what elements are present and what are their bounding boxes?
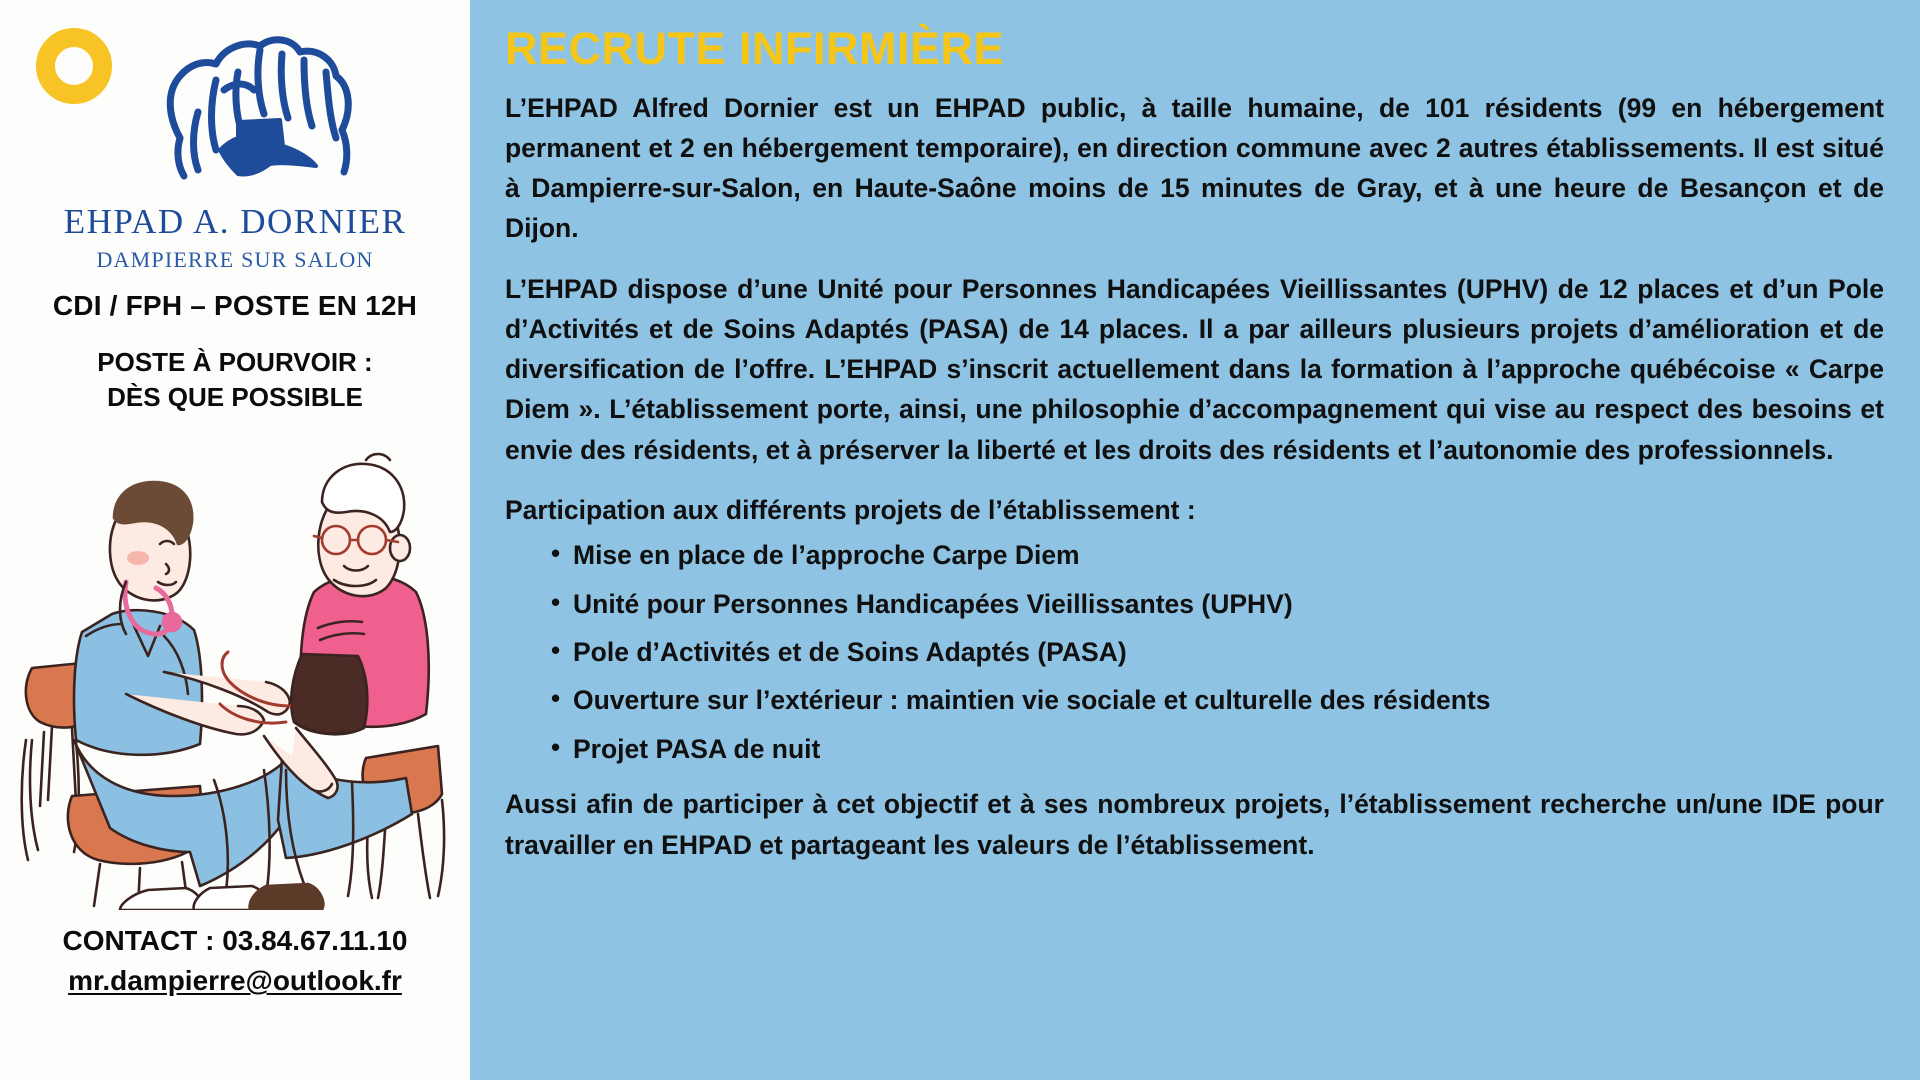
logo-name: EHPAD A. DORNIER xyxy=(63,202,407,241)
nurse-patient-illustration xyxy=(14,440,458,910)
closing-paragraph: Aussi afin de participer à cet objectif et à ses nombreux projets, l’établissement recherche un/une IDE pour travailler en EHPAD et partageant les valeurs de l’établissement. xyxy=(505,789,1884,860)
sun-icon xyxy=(36,28,112,104)
about-paragraph: L’EHPAD Alfred Dornier est un EHPAD public, à taille humaine, de 101 résidents (99 en hébergement permanent et 2 en hébergement temporaire), en direction commune avec 2 autres établissements. Il est situé à Dampierre-sur-Salon, en Haute-Saône moins de 15 minutes de Gray, et à une heure de Besançon et de Dijon. xyxy=(505,92,1884,244)
list-item: • Ouverture sur l’extérieur : maintien vie sociale et culturelle des résidents xyxy=(551,683,1884,717)
availability-block xyxy=(0,345,470,414)
contact-block xyxy=(0,925,470,997)
availability-line-2: DÈS QUE POSSIBLE xyxy=(107,381,363,412)
availability-line-1: POSTE À POURVOIR : xyxy=(97,347,373,377)
contact-email[interactable]: mr.dampierre@outlook.fr xyxy=(68,965,402,996)
organization-logo xyxy=(0,14,470,284)
willow-tree-icon xyxy=(120,20,390,190)
contract-type-label: CDI / FPH – POSTE EN 12H xyxy=(52,290,418,321)
services-paragraph: L’EHPAD dispose d’une Unité pour Personnes Handicapées Vieillissantes (UPHV) de 12 places et d’un Pole d’Activités et de Soins Adaptés (PASA) de 14 places. Il a par ailleurs plusieurs projets d’amélioration et de diversification de l’offre. L’EHPAD s’inscrit actuellement dans la formation à l’approche québécoise « Carpe Diem ». L’établissement porte, ainsi, une philosophie d’accompagnement qui vise au respect des besoins et envie des résidents, et à préserver la liberté et les droits des résidents et l’autonomie des professionnels. xyxy=(505,273,1884,465)
left-info-panel xyxy=(0,0,470,1080)
contact-phone[interactable]: CONTACT : 03.84.67.11.10 xyxy=(62,925,408,956)
list-item: • Projet PASA de nuit xyxy=(551,732,1884,766)
logo-subtitle: DAMPIERRE SUR SALON xyxy=(96,247,374,272)
projects-intro: Participation aux différents projets de l’établissement : xyxy=(505,494,1196,525)
page-title: RECRUTE INFIRMIÈRE xyxy=(505,23,1005,74)
list-item: • Pole d’Activités et de Soins Adaptés (PASA) xyxy=(551,635,1884,669)
list-item: • Mise en place de l’approche Carpe Diem xyxy=(551,538,1884,572)
job-description-panel xyxy=(470,0,1920,1080)
projects-list xyxy=(505,538,1884,766)
list-item: • Unité pour Personnes Handicapées Vieillissantes (UPHV) xyxy=(551,587,1884,621)
